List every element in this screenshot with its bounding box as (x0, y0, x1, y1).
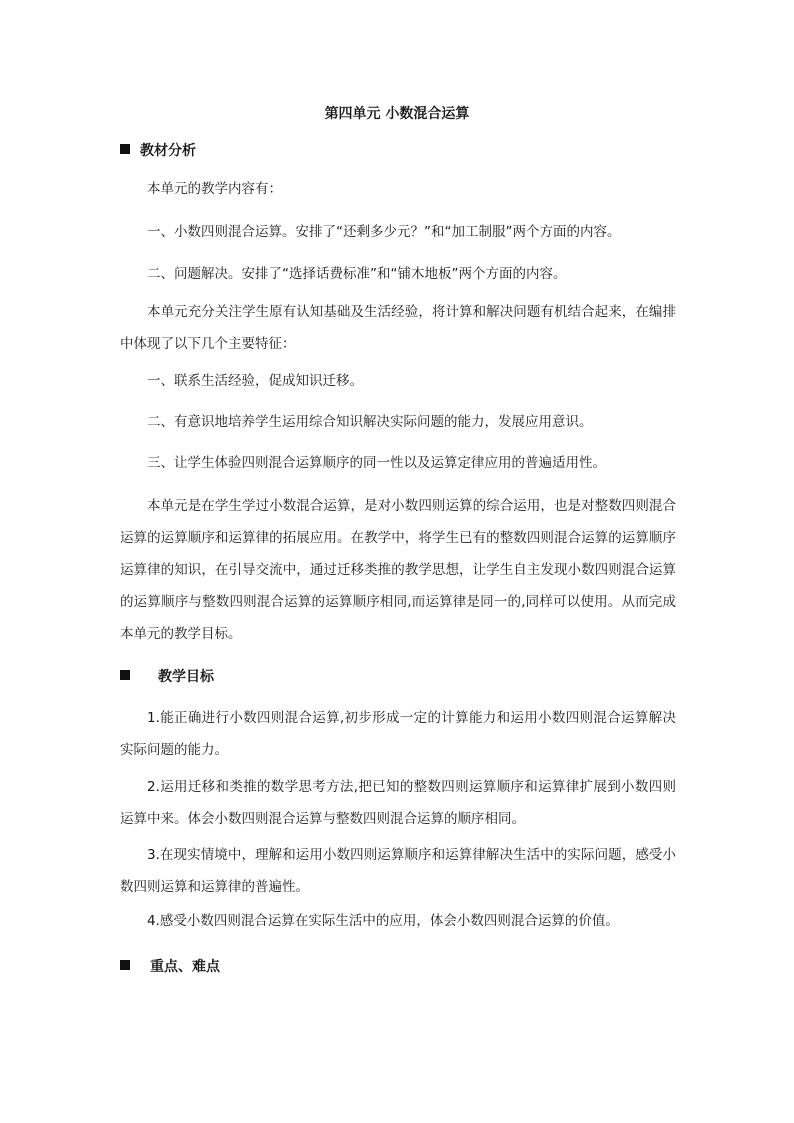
paragraph: 本单元充分关注学生原有认知基础及生活经验，将计算和解决问题有机结合起来，在编排中体现了以下几个主要特征： (120, 304, 676, 352)
section-heading-key-points (120, 957, 220, 977)
paragraph: 三、让学生体验四则混合运算顺序的同一性以及运算定律应用的普遍适用性。 (147, 455, 606, 471)
paragraph: 本单元是在学生学过小数混合运算，是对小数四则运算的综合运用，也是对整数四则混合运算的运算顺序和运算律的拓展应用。在教学中，将学生已有的整数四则混合运算的运算顺序运算律的知识，在引导交流中，通过迁移类推的教学思想，让学生自主发现小数四则混合运算的运算顺序与整数四则混合运算的运算顺序相同,而运算律是同一的,同样可以使用。从而完成本单元的教学目标。 (120, 498, 676, 642)
section-heading-objectives (120, 667, 214, 687)
section-heading-text: 重点、难点 (150, 959, 220, 975)
paragraph: 一、小数四则混合运算。安排了“还剩多少元？”和“加工制服”两个方面的内容。 (147, 224, 621, 240)
square-bullet-icon (120, 670, 130, 680)
square-bullet-icon (120, 960, 130, 970)
document-title: 第四单元 小数混合运算 (324, 106, 470, 122)
section-heading-analysis (120, 141, 196, 161)
paragraph: 2.运用迁移和类推的数学思考方法,把已知的整数四则运算顺序和运算律扩展到小数四则运算中来。体会小数四则混合运算与整数四则混合运算的顺序相同。 (120, 779, 676, 827)
paragraph: 3.在现实情境中，理解和运用小数四则运算顺序和运算律解决生活中的实际问题，感受小数四则运算和运算律的普遍性。 (120, 847, 676, 895)
section-heading-text: 教学目标 (158, 669, 214, 685)
paragraph: 二、问题解决。安排了“选择话费标准”和“铺木地板”两个方面的内容。 (147, 266, 567, 282)
paragraph: 一、联系生活经验，促成知识迁移。 (147, 373, 363, 389)
paragraph: 4.感受小数四则混合运算在实际生活中的应用，体会小数四则混合运算的价值。 (147, 913, 619, 929)
paragraph: 二、有意识地培养学生运用综合知识解决实际问题的能力，发展应用意识。 (147, 414, 593, 430)
paragraph: 1.能正确进行小数四则混合运算,初步形成一定的计算能力和运用小数四则混合运算解决实际问题的能力。 (120, 710, 676, 758)
section-heading-text: 教材分析 (140, 143, 196, 159)
paragraph: 本单元的教学内容有： (147, 181, 282, 197)
square-bullet-icon (120, 144, 130, 154)
